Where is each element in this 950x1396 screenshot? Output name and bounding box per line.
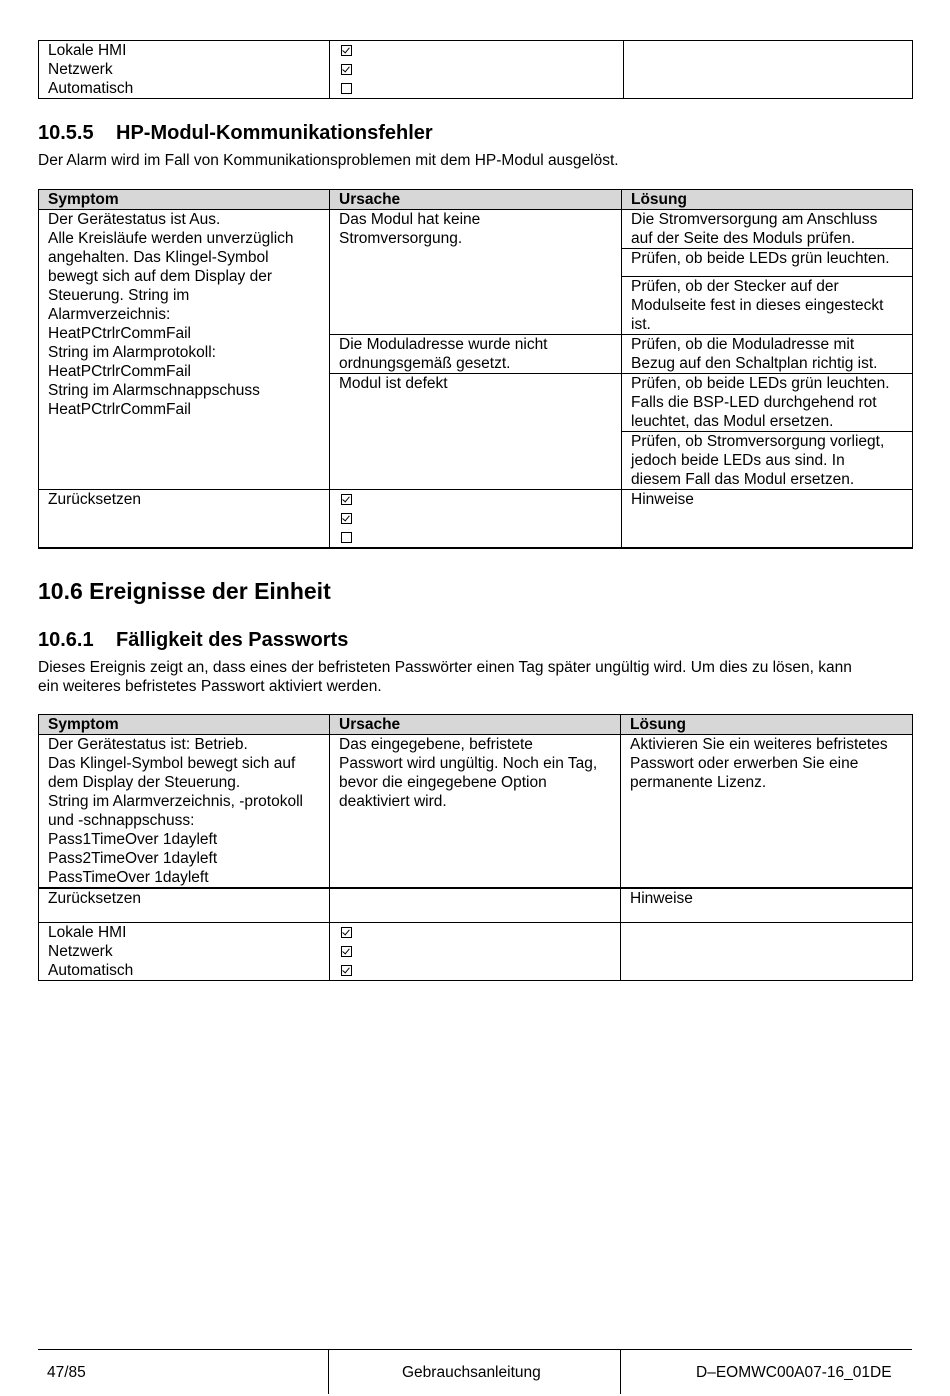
section-heading: [38, 628, 348, 652]
checkbox-icon: [341, 965, 352, 976]
empty-cell: [621, 923, 913, 981]
section-intro: [38, 658, 908, 696]
table-header-row: [39, 715, 913, 735]
text-line: Prüfen, ob beide LEDs grün leuchten.: [631, 250, 890, 267]
text-line: Stromversorgung.: [339, 230, 463, 247]
checkbox-icon: [341, 513, 352, 524]
text-line: HeatPCtrlrCommFail: [48, 325, 191, 342]
text-line: String im Alarmschnappschuss: [48, 382, 260, 399]
column-header: Ursache: [330, 715, 621, 735]
column-header: Symptom: [39, 190, 330, 210]
table-row: [39, 923, 913, 981]
section-intro: Der Alarm wird im Fall von Kommunikationsproblemen mit dem HP-Modul ausgelöst.: [38, 152, 619, 169]
cause-cell: [330, 374, 622, 490]
text-line: ist.: [631, 316, 651, 333]
footer-divider: [38, 1349, 912, 1350]
mode-labels-cell: [39, 923, 330, 981]
table-row: [39, 735, 913, 889]
text-line: Bezug auf den Schaltplan richtig ist.: [631, 355, 878, 372]
column-header: Lösung: [621, 715, 913, 735]
text-line: Dieses Ereignis zeigt an, dass eines der befristeten Passwörter einen Tag später ungültig wird. Um dies zu lösen, kann: [38, 659, 852, 676]
symptom-cell: [39, 210, 330, 490]
text-line: Alle Kreisläufe werden unverzüglich: [48, 230, 294, 247]
solution-cell: [621, 735, 913, 889]
section-title: HP-Modul-Kommunikationsfehler: [116, 122, 433, 144]
column-header: Ursache: [330, 190, 622, 210]
mode-label: Netzwerk: [48, 61, 113, 78]
text-line: jedoch beide LEDs aus sind. In: [631, 452, 845, 469]
text-line: deaktiviert wird.: [339, 793, 447, 810]
text-line: Modulseite fest in dieses eingesteckt: [631, 297, 884, 314]
column-header: Symptom: [39, 715, 330, 735]
text-line: angehalten. Das Klingel-Symbol: [48, 249, 269, 266]
document-type: Gebrauchsanleitung: [402, 1364, 541, 1381]
section-title: Fälligkeit des Passworts: [116, 629, 349, 651]
text-line: Der Gerätestatus ist Aus.: [48, 211, 221, 228]
page-number: 47/85: [47, 1364, 86, 1381]
text-line: auf der Seite des Moduls prüfen.: [631, 230, 856, 247]
cause-cell: [330, 210, 622, 335]
text-line: HeatPCtrlrCommFail: [48, 401, 191, 418]
mode-checks-cell: [330, 41, 624, 99]
checkbox-icon: [341, 494, 352, 505]
text-line: Passwort wird ungültig. Noch ein Tag,: [339, 755, 598, 772]
footer-separator: [328, 1349, 329, 1394]
text-line: Pass2TimeOver 1dayleft: [48, 850, 218, 867]
mode-labels-cell: [39, 41, 330, 99]
mode-label: Automatisch: [48, 962, 134, 979]
table-row: [39, 210, 913, 249]
mode-label: Netzwerk: [48, 943, 113, 960]
symptom-cell: [39, 735, 330, 889]
mode-label: Lokale HMI: [48, 42, 127, 59]
text-line: Prüfen, ob der Stecker auf der: [631, 278, 839, 295]
text-line: Das Modul hat keine: [339, 211, 481, 228]
solution-cell: [622, 210, 913, 249]
empty-cell: [330, 888, 621, 923]
checkbox-icon: [341, 45, 352, 56]
solution-cell: [622, 249, 913, 277]
text-line: Die Moduladresse wurde nicht: [339, 336, 548, 353]
text-line: Das Klingel-Symbol bewegt sich auf: [48, 755, 296, 772]
section-number: 10.5.5: [38, 122, 94, 144]
top-modes-table: [38, 40, 913, 99]
text-line: String im Alarmprotokoll:: [48, 344, 216, 361]
text-line: Der Gerätestatus ist: Betrieb.: [48, 736, 248, 753]
text-line: ordnungsgemäß gesetzt.: [339, 355, 511, 372]
text-line: Die Stromversorgung am Anschluss: [631, 211, 878, 228]
checkbox-icon: [341, 927, 352, 938]
chapter-heading: 10.6 Ereignisse der Einheit: [38, 578, 331, 604]
checkbox-icon: [341, 532, 352, 543]
text-line: leuchtet, das Modul ersetzen.: [631, 413, 834, 430]
reset-label-cell: Zurücksetzen: [39, 888, 330, 923]
alarm-table: [38, 189, 913, 549]
text-line: permanente Lizenz.: [630, 774, 767, 791]
footer-separator: [620, 1349, 621, 1394]
text-line: Modul ist defekt: [339, 375, 448, 392]
document-id: D–EOMWC00A07-16_01DE: [696, 1364, 892, 1381]
text-line: Alarmverzeichnis:: [48, 306, 171, 323]
solution-cell: [622, 335, 913, 374]
reset-label-cell: Zurücksetzen: [39, 490, 330, 549]
text-line: Passwort oder erwerben Sie eine: [630, 755, 859, 772]
cause-cell: [330, 335, 622, 374]
checkbox-icon: [341, 946, 352, 957]
notes-cell: Hinweise: [621, 888, 913, 923]
text-line: dem Display der Steuerung.: [48, 774, 241, 791]
text-line: ein weiteres befristetes Passwort aktiviert werden.: [38, 678, 382, 695]
text-line: HeatPCtrlrCommFail: [48, 363, 191, 380]
text-line: bewegt sich auf dem Display der: [48, 268, 273, 285]
checkbox-icon: [341, 64, 352, 75]
solution-cell: [622, 277, 913, 335]
section-number: 10.6.1: [38, 629, 94, 651]
text-line: Das eingegebene, befristete: [339, 736, 533, 753]
mode-label: Automatisch: [48, 80, 134, 97]
text-line: PassTimeOver 1dayleft: [48, 869, 209, 886]
empty-cell: [624, 41, 913, 99]
column-header: Lösung: [622, 190, 913, 210]
solution-cell: [622, 432, 913, 490]
mode-checks-cell: [330, 923, 621, 981]
section-heading: [38, 121, 433, 145]
text-line: bevor die eingegebene Option: [339, 774, 547, 791]
text-line: diesem Fall das Modul ersetzen.: [631, 471, 855, 488]
table-row: [39, 490, 913, 549]
text-line: Prüfen, ob Stromversorgung vorliegt,: [631, 433, 885, 450]
text-line: Steuerung. String im: [48, 287, 190, 304]
text-line: Prüfen, ob beide LEDs grün leuchten.: [631, 375, 890, 392]
text-line: Aktivieren Sie ein weiteres befristetes: [630, 736, 888, 753]
text-line: Pass1TimeOver 1dayleft: [48, 831, 218, 848]
notes-cell: Hinweise: [622, 490, 913, 549]
table-row: [39, 888, 913, 923]
table-row: [39, 41, 913, 99]
text-line: String im Alarmverzeichnis, -protokoll: [48, 793, 303, 810]
text-line: Falls die BSP-LED durchgehend rot: [631, 394, 877, 411]
table-header-row: [39, 190, 913, 210]
cause-cell: [330, 735, 621, 889]
reset-checks-cell: [330, 490, 622, 549]
text-line: Prüfen, ob die Moduladresse mit: [631, 336, 855, 353]
event-table: [38, 714, 913, 981]
checkbox-icon: [341, 83, 352, 94]
solution-cell: [622, 374, 913, 432]
text-line: und -schnappschuss:: [48, 812, 195, 829]
mode-label: Lokale HMI: [48, 924, 127, 941]
